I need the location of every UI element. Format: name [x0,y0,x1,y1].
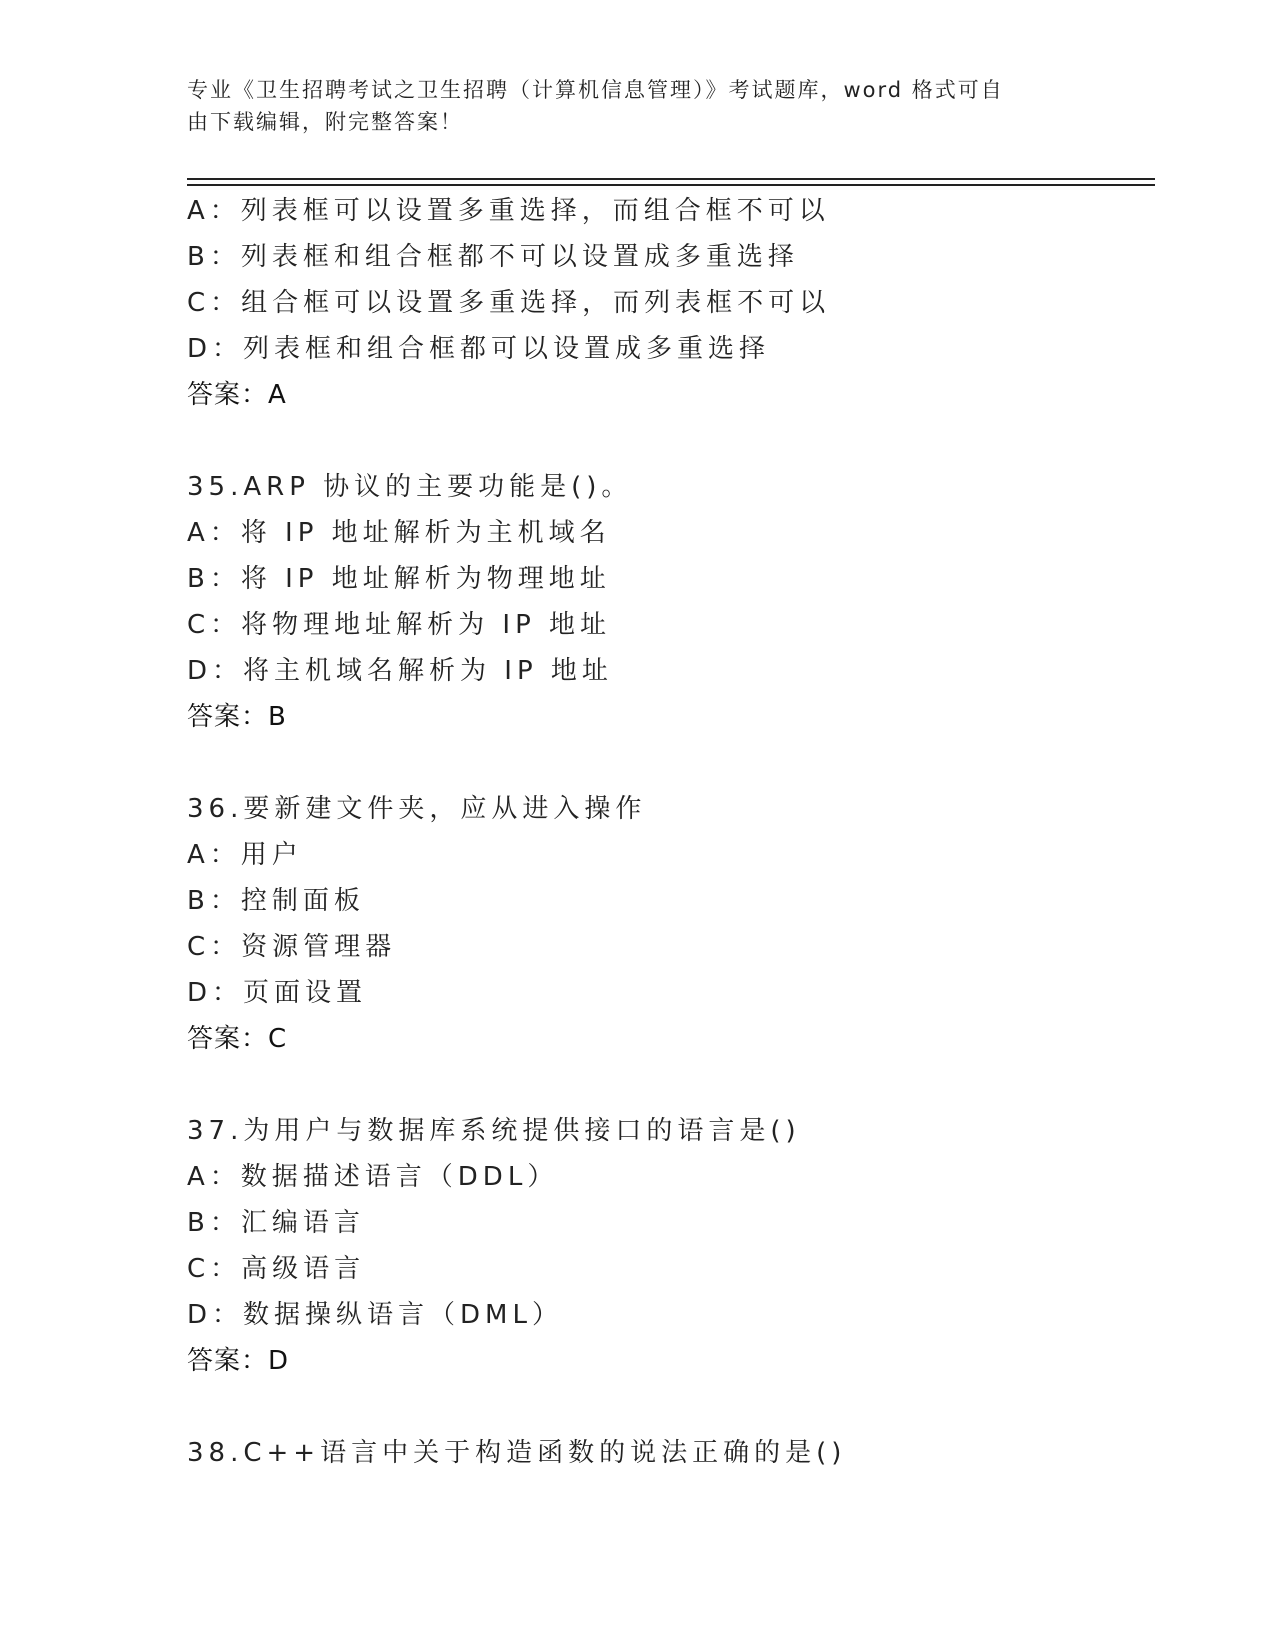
spacer [187,1062,1147,1108]
answer-line: 答案：B [187,702,287,732]
option-b: B：将 IP 地址解析为物理地址 [187,564,611,594]
option-a: A：列表框可以设置多重选择，而组合框不可以 [187,196,830,226]
option-b: B：汇编语言 [187,1208,365,1238]
question-stem: 35.ARP 协议的主要功能是()。 [187,472,633,502]
option-c: C：将物理地址解析为 IP 地址 [187,610,612,640]
question-list [187,188,1147,1476]
option-a: A：将 IP 地址解析为主机域名 [187,518,611,548]
question-block-34 [187,188,1147,418]
option-b: B：列表框和组合框都不可以设置成多重选择 [187,242,799,272]
header-line-1: 专业《卫生招聘考试之卫生招聘（计算机信息管理）》考试题库，word 格式可自 [187,78,1004,102]
question-block-36 [187,786,1147,1062]
question-block-35 [187,464,1147,740]
option-c: C：资源管理器 [187,932,397,962]
header-divider-bottom [187,184,1155,186]
spacer [187,418,1147,464]
question-block-38 [187,1430,1147,1476]
question-stem: 38.C++语言中关于构造函数的说法正确的是() [187,1438,847,1468]
option-b: B：控制面板 [187,886,365,916]
spacer [187,1384,1147,1430]
option-d: D：页面设置 [187,978,368,1008]
header-divider-top [187,178,1155,180]
option-c: C：组合框可以设置多重选择，而列表框不可以 [187,288,831,318]
option-d: D：列表框和组合框都可以设置成多重选择 [187,334,771,364]
option-d: D：将主机域名解析为 IP 地址 [187,656,613,686]
option-c: C：高级语言 [187,1254,366,1284]
answer-line: 答案：A [187,380,287,410]
spacer [187,740,1147,786]
header-line-2: 由下载编辑，附完整答案！ [187,110,463,134]
question-block-37 [187,1108,1147,1384]
document-header [187,74,1067,138]
option-a: A：用户 [187,840,303,870]
option-d: D：数据操纵语言（DML） [187,1300,563,1330]
answer-line: 答案：C [187,1024,288,1054]
question-stem: 36.要新建文件夹，应从进入操作 [187,794,647,824]
option-a: A：数据描述语言（DDL） [187,1162,559,1192]
answer-line: 答案：D [187,1346,290,1376]
question-stem: 37.为用户与数据库系统提供接口的语言是() [187,1116,801,1146]
